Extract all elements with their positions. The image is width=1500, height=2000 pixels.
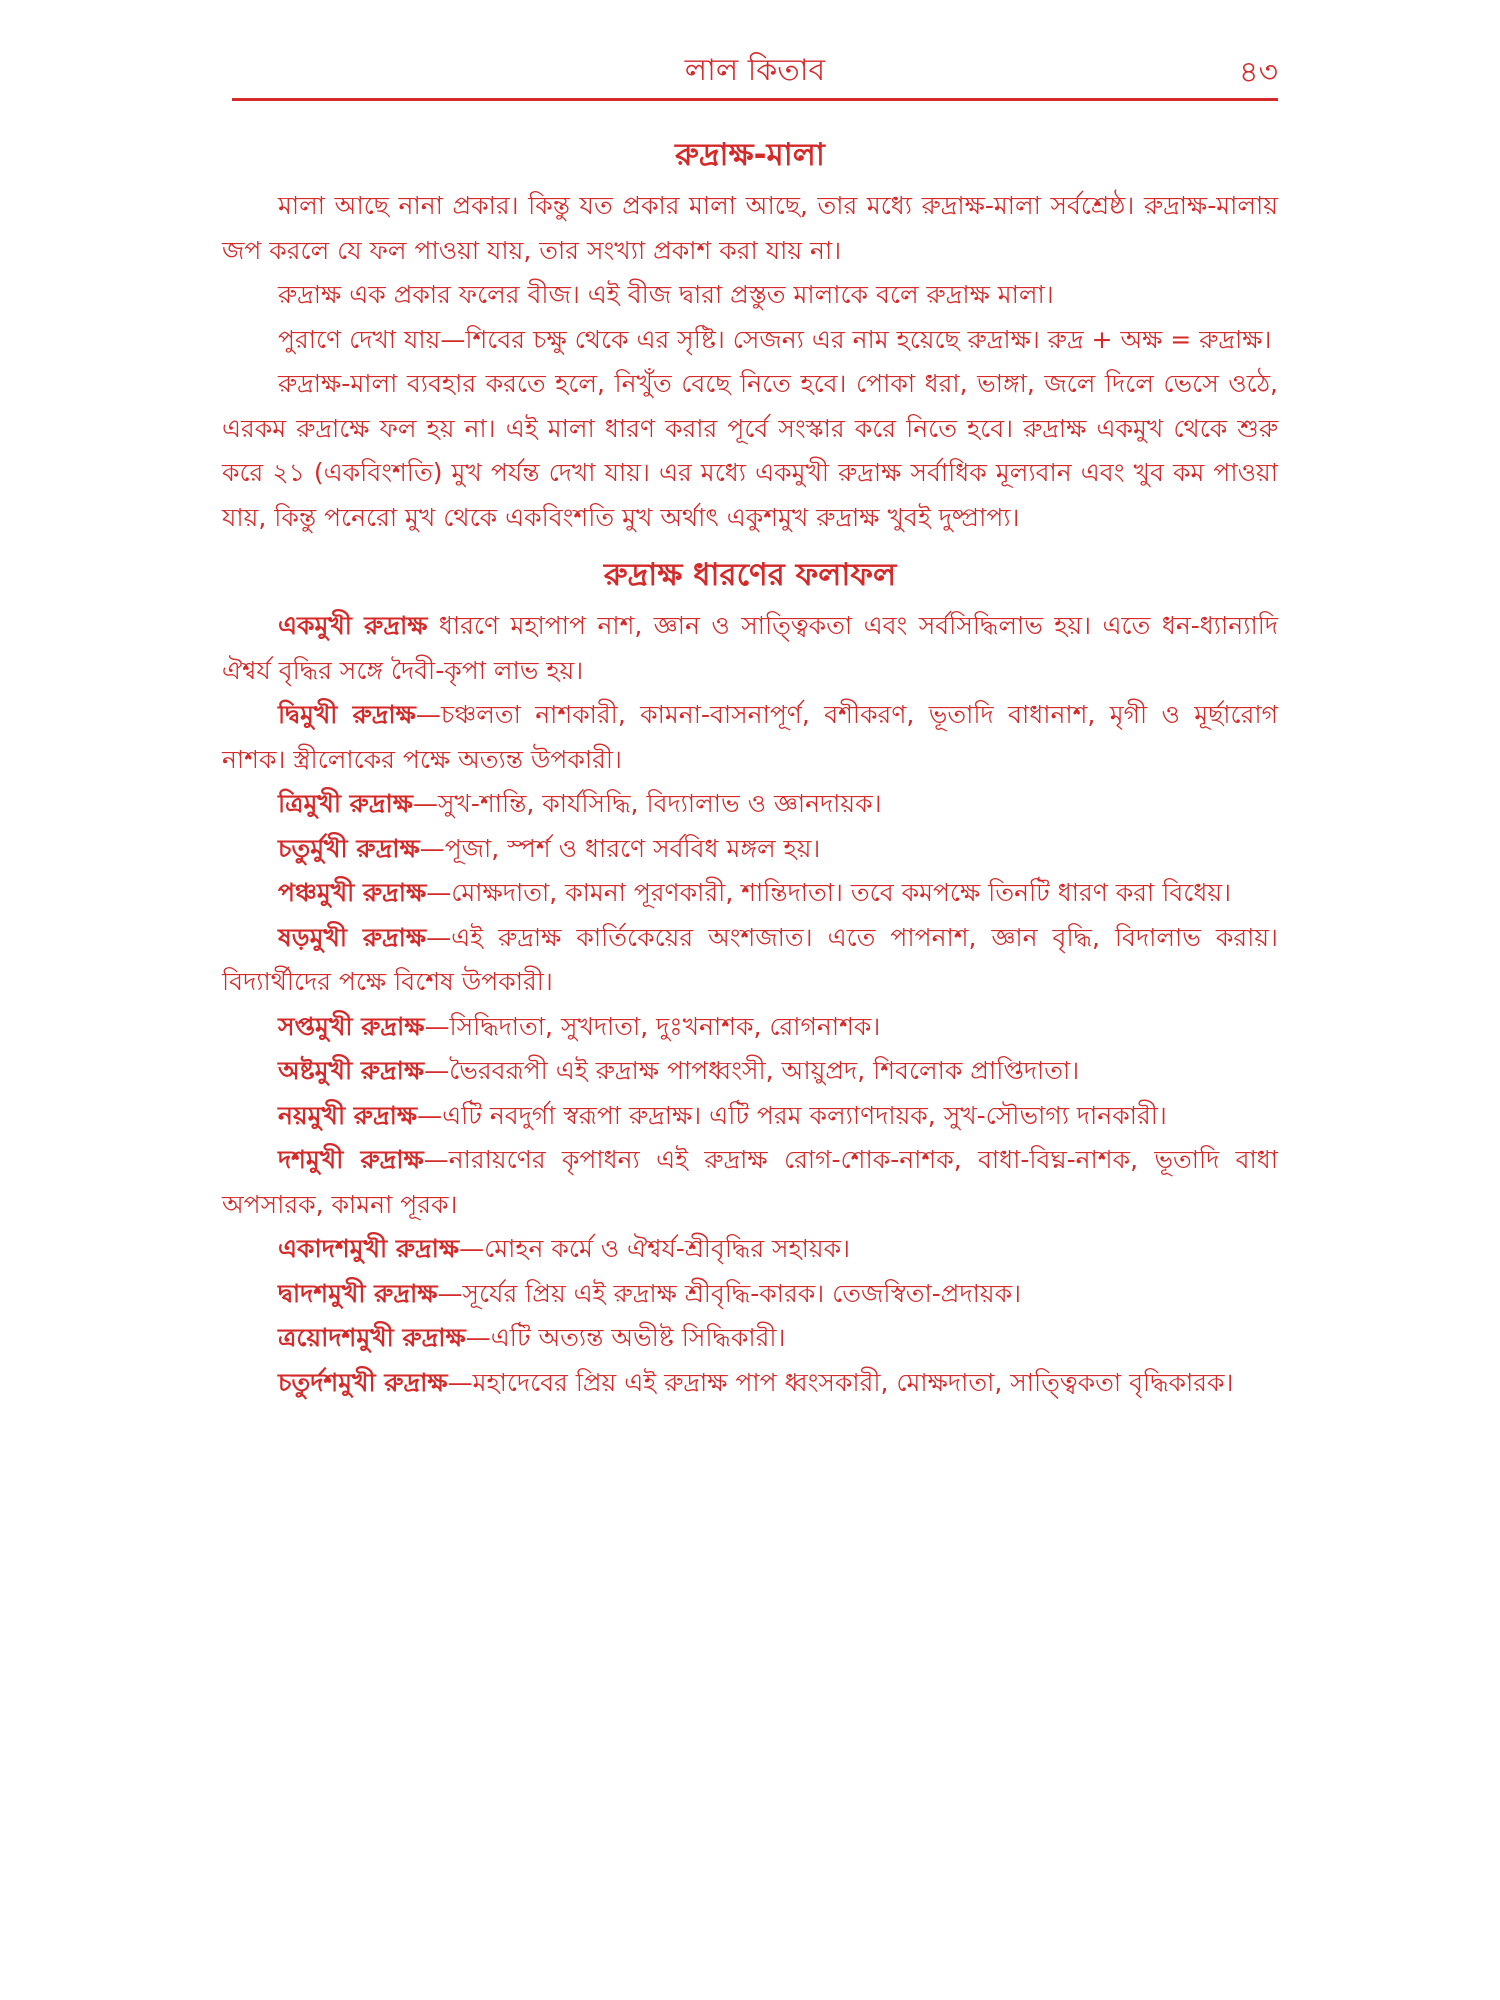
entry-text: —সুখ-শান্তি, কার্যসিদ্ধি, বিদ্যালাভ ও জ্ঞানদায়ক। xyxy=(412,789,882,818)
entry-ekmukhi xyxy=(222,604,1278,693)
entry-term: একমুখী রুদ্রাক্ষ xyxy=(278,611,428,640)
entry-chaturmukhi xyxy=(222,827,1278,872)
entry-term: ত্রিমুখী রুদ্রাক্ষ xyxy=(278,789,413,818)
paragraph: রুদ্রাক্ষ এক প্রকার ফলের বীজ। এই বীজ দ্বারা প্রস্তুত মালাকে বলে রুদ্রাক্ষ মালা। xyxy=(278,280,1054,309)
section-title-benefits: রুদ্রাক্ষ ধারণের ফলাফল xyxy=(603,557,897,593)
entry-text: —এটি নবদুর্গা স্বরূপা রুদ্রাক্ষ। এটি পরম কল্যাণদায়ক, সুখ-সৌভাগ্য দানকারী। xyxy=(417,1100,1167,1130)
entry-term: চতুর্দশমুখী রুদ্রাক্ষ xyxy=(278,1367,448,1397)
entry-text: —চঞ্চলতা নাশকারী, কামনা-বাসনাপূর্ণ, বশীকরণ, ভূতাদি বাধানাশ, মৃগী ও মূর্ছারোগ নাশক। স্ত্রীলোকের পক্ষে অত্যন্ত উপকারী। xyxy=(222,700,1278,774)
entry-text: —ভৈরবরূপী এই রুদ্রাক্ষ পাপধ্বংসী, আয়ুপ্রদ, শিবলোক প্রাপ্তিদাতা। xyxy=(424,1056,1080,1085)
entry-trayodashmukhi xyxy=(222,1316,1278,1361)
entry-panchamukhi xyxy=(222,871,1278,916)
entry-text: ধারণে মহাপাপ নাশ, জ্ঞান ও সাত্ত্বিকতা এবং সর্বসিদ্ধিলাভ হয়। এতে ধন-ধ্যান্যাদি ঐশ্বর্য বৃদ্ধির সঙ্গে দৈবী-কৃপা লাভ হয়। xyxy=(222,611,1278,685)
running-title: লাল কিতাব xyxy=(684,53,826,88)
entry-term: একাদশমুখী রুদ্রাক্ষ xyxy=(278,1234,460,1263)
running-header xyxy=(232,40,1278,104)
entry-text: —পূজা, স্পর্শ ও ধারণে সর্ববিধ মঙ্গল হয়। xyxy=(419,833,821,863)
entry-term: অষ্টমুখী রুদ্রাক্ষ xyxy=(278,1056,425,1085)
header-rule xyxy=(232,98,1278,101)
entry-term: চতুর্মুখী রুদ্রাক্ষ xyxy=(278,833,420,863)
entry-text: —সূর্যের প্রিয় এই রুদ্রাক্ষ শ্রীবৃদ্ধি-কারক। তেজস্বিতা-প্রদায়ক। xyxy=(437,1278,1022,1308)
entry-ekadashmukhi xyxy=(222,1227,1278,1272)
entry-term: দশমুখী রুদ্রাক্ষ xyxy=(278,1145,424,1174)
paragraph: রুদ্রাক্ষ-মালা ব্যবহার করতে হলে, নিখুঁত বেছে নিতে হবে। পোকা ধরা, ভাঙ্গা, জলে দিলে ভেসে ওঠে, এরকম রুদ্রাক্ষে ফল হয় না। এই মালা ধারণ করার পূর্বে সংস্কার করে নিতে হবে। রুদ্রাক্ষ একমুখ থেকে শুরু করে ২১ (একবিংশতি) মুখ পর্যন্ত দেখা যায়। এর মধ্যে একমুখী রুদ্রাক্ষ সর্বাধিক মূল্যবান এবং খুব কম পাওয়া যায়, কিন্তু পনেরো মুখ থেকে একবিংশতি মুখ অর্থাৎ একুশমুখ রুদ্রাক্ষ খুবই দুষ্প্রাপ্য। xyxy=(222,369,1278,532)
entry-term: নয়মুখী রুদ্রাক্ষ xyxy=(278,1100,418,1130)
entry-term: সপ্তমুখী রুদ্রাক্ষ xyxy=(278,1011,425,1041)
entry-saptamukhi xyxy=(222,1005,1278,1050)
entry-term: দ্বাদশমুখী রুদ্রাক্ষ xyxy=(278,1278,438,1308)
entry-text: —মোহন কর্মে ও ঐশ্বর্য-শ্রীবৃদ্ধির সহায়ক। xyxy=(459,1234,851,1263)
entry-term: ষড়মুখী রুদ্রাক্ষ xyxy=(278,922,427,952)
paragraph: পুরাণে দেখা যায়—শিবের চক্ষু থেকে এর সৃষ্টি। সেজন্য এর নাম হয়েছে রুদ্রাক্ষ। রুদ্র + অক্ষ = রুদ্রাক্ষ। xyxy=(278,324,1272,354)
entry-text: —এটি অত্যন্ত অভীষ্ট সিদ্ধিকারী। xyxy=(465,1323,786,1352)
section-title-rudraksha-mala: রুদ্রাক্ষ-মালা xyxy=(675,137,825,173)
entry-trimukhi xyxy=(222,782,1278,827)
entry-dashmukhi xyxy=(222,1138,1278,1227)
entry-chaturdashmukhi xyxy=(222,1361,1278,1406)
entry-ashtamukhi xyxy=(222,1049,1278,1094)
entry-text: —নারায়ণের কৃপাধন্য এই রুদ্রাক্ষ রোগ-শোক-নাশক, বাধা-বিঘ্ন-নাশক, ভূতাদি বাধা অপসারক, কামনা পূরক। xyxy=(222,1145,1278,1219)
entry-text: —মোক্ষদাতা, কামনা পূরণকারী, শান্তিদাতা। তবে কমপক্ষে তিনটি ধারণ করা বিধেয়। xyxy=(426,878,1232,907)
entry-term: দ্বিমুখী রুদ্রাক্ষ xyxy=(278,700,416,729)
entry-term: পঞ্চমুখী রুদ্রাক্ষ xyxy=(278,878,427,907)
paragraph: মালা আছে নানা প্রকার। কিন্তু যত প্রকার মালা আছে, তার মধ্যে রুদ্রাক্ষ-মালা সর্বশ্রেষ্ঠ। রুদ্রাক্ষ-মালায় জপ করলে যে ফল পাওয়া যায়, তার সংখ্যা প্রকাশ করা যায় না। xyxy=(222,191,1278,265)
entry-text: —সিদ্ধিদাতা, সুখদাতা, দুঃখনাশক, রোগনাশক। xyxy=(424,1011,881,1041)
entry-naymukhi xyxy=(222,1094,1278,1139)
page-body xyxy=(222,126,1278,1405)
page-number: ৪৩ xyxy=(1239,55,1278,90)
entry-text: —মহাদেবের প্রিয় এই রুদ্রাক্ষ পাপ ধ্বংসকারী, মোক্ষদাতা, সাত্ত্বিকতা বৃদ্ধিকারক। xyxy=(447,1367,1234,1397)
entry-text: —এই রুদ্রাক্ষ কার্তিকেয়ের অংশজাত। এতে পাপনাশ, জ্ঞান বৃদ্ধি, বিদালাভ করায়। বিদ্যার্থীদের পক্ষে বিশেষ উপকারী। xyxy=(222,922,1278,996)
entry-term: ত্রয়োদশমুখী রুদ্রাক্ষ xyxy=(278,1323,466,1352)
entry-dwimukhi xyxy=(222,693,1278,782)
entry-sharmukhi xyxy=(222,916,1278,1005)
entry-dwadashmukhi xyxy=(222,1272,1278,1317)
